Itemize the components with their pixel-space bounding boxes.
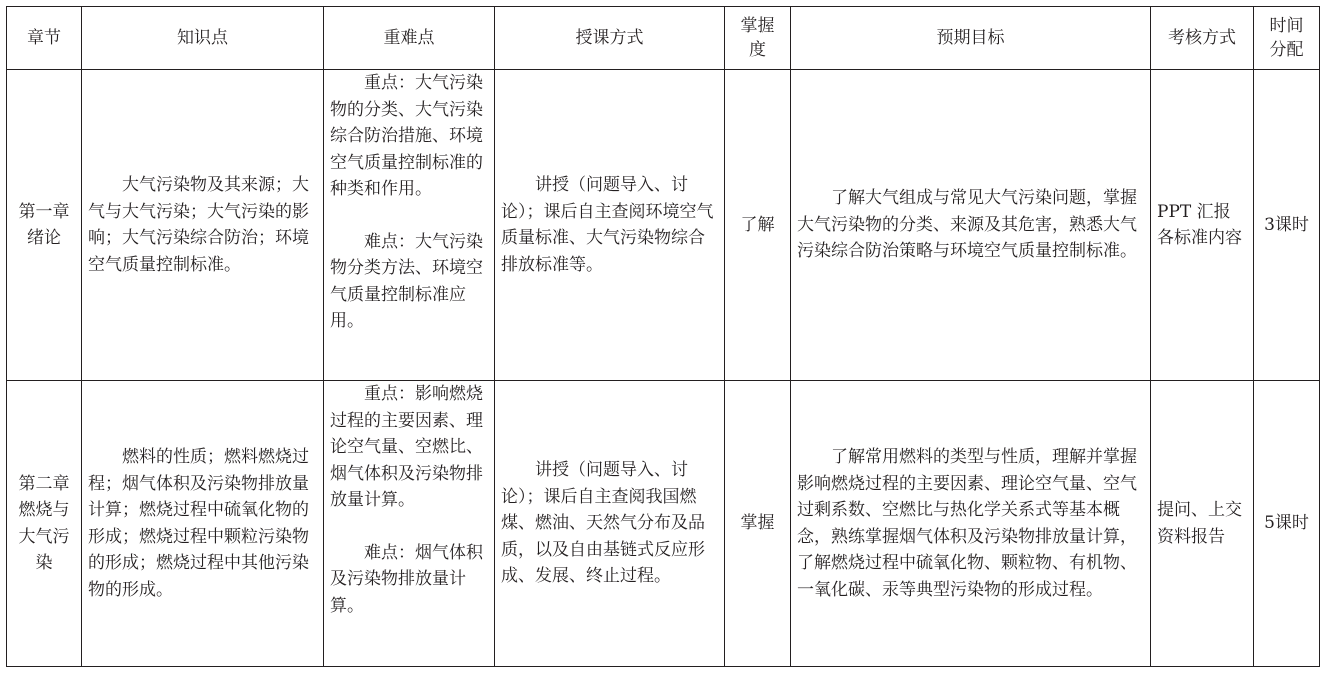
teaching-text: 讲授（问题导入、讨论）；课后自主查阅环境空气质量标准、大气污染物综合排放标准等。 [501,175,714,275]
chapter-cell [7,70,82,381]
header-key-difficult: 重难点 [324,7,495,70]
key-difficult-cell [324,70,495,381]
header-teaching: 授课方式 [495,7,725,70]
header-goal: 预期目标 [791,7,1151,70]
key-difficult-cell [324,381,495,667]
header-chapter: 章节 [7,7,82,70]
header-row [7,7,1320,70]
chapter-number: 第二章 [18,473,70,494]
knowledge-text: 大气污染物及其来源；大气与大气污染；大气污染的影响；大气污染综合防治；环境空气质量控制标准。 [88,175,309,275]
table-row [7,381,1320,667]
header-mastery-line2: 度 [749,40,766,60]
goal-cell [791,70,1151,381]
header-mastery [725,7,791,70]
header-time [1254,7,1320,70]
header-knowledge: 知识点 [82,7,324,70]
chapter-title: 燃烧与大气污染 [18,500,70,573]
mastery-cell: 了解 [725,70,791,381]
teaching-cell [495,70,725,381]
goal-cell [791,381,1151,667]
key-points-text: 重点：大气污染物的分类、大气污染综合防治措施、环境空气质量控制标准的种类和作用。 [330,73,483,199]
goal-text: 了解常用燃料的类型与性质，理解并掌握影响燃烧过程的主要因素、理论空气量、空气过剩系数、空燃比与热化学关系式等基本概念，熟练掌握烟气体积及污染物排放量计算，了解燃烧过程中硫氧化物、颗粒物、有机物、一氧化碳、汞等典型污染物的形成过程。 [797,447,1137,600]
teaching-text: 讲授（问题导入、讨论）；课后自主查阅我国燃煤、燃油、天然气分布及品质，以及自由基链式反应形成、发展、终止过程。 [501,460,705,587]
time-cell: 5课时 [1254,381,1320,667]
difficult-points-text: 难点：大气污染物分类方法、环境空气质量控制标准应用。 [330,231,483,331]
header-assessment: 考核方式 [1151,7,1254,70]
chapter-title: 绪论 [27,228,61,248]
header-time-line1: 时间 [1269,16,1304,36]
header-mastery-line1: 掌握 [740,16,775,36]
knowledge-cell [82,381,324,667]
assessment-cell: PPT 汇报各标准内容 [1151,70,1254,381]
header-time-line2: 分配 [1269,40,1304,60]
key-points-text: 重点：影响燃烧过程的主要因素、理论空气量、空燃比、烟气体积及污染物排放量计算。 [330,384,483,510]
syllabus-table [6,6,1320,667]
time-cell: 3课时 [1254,70,1320,381]
assessment-cell: 提问、上交资料报告 [1151,381,1254,667]
chapter-number: 第一章 [18,201,70,222]
knowledge-text: 燃料的性质；燃料燃烧过程；烟气体积及污染物排放量计算；燃烧过程中硫氧化物的形成；燃烧过程中颗粒污染物的形成；燃烧过程中其他污染物的形成。 [88,447,309,600]
difficult-points-text: 难点：烟气体积及污染物排放量计算。 [330,542,483,616]
mastery-cell: 掌握 [725,381,791,667]
teaching-cell [495,381,725,667]
goal-text: 了解大气组成与常见大气污染问题，掌握大气污染物的分类、来源及其危害，熟悉大气污染综合防治策略与环境空气质量控制标准。 [797,188,1137,262]
knowledge-cell [82,70,324,381]
table-row [7,70,1320,381]
chapter-cell [7,381,82,667]
syllabus-page [6,6,1319,667]
